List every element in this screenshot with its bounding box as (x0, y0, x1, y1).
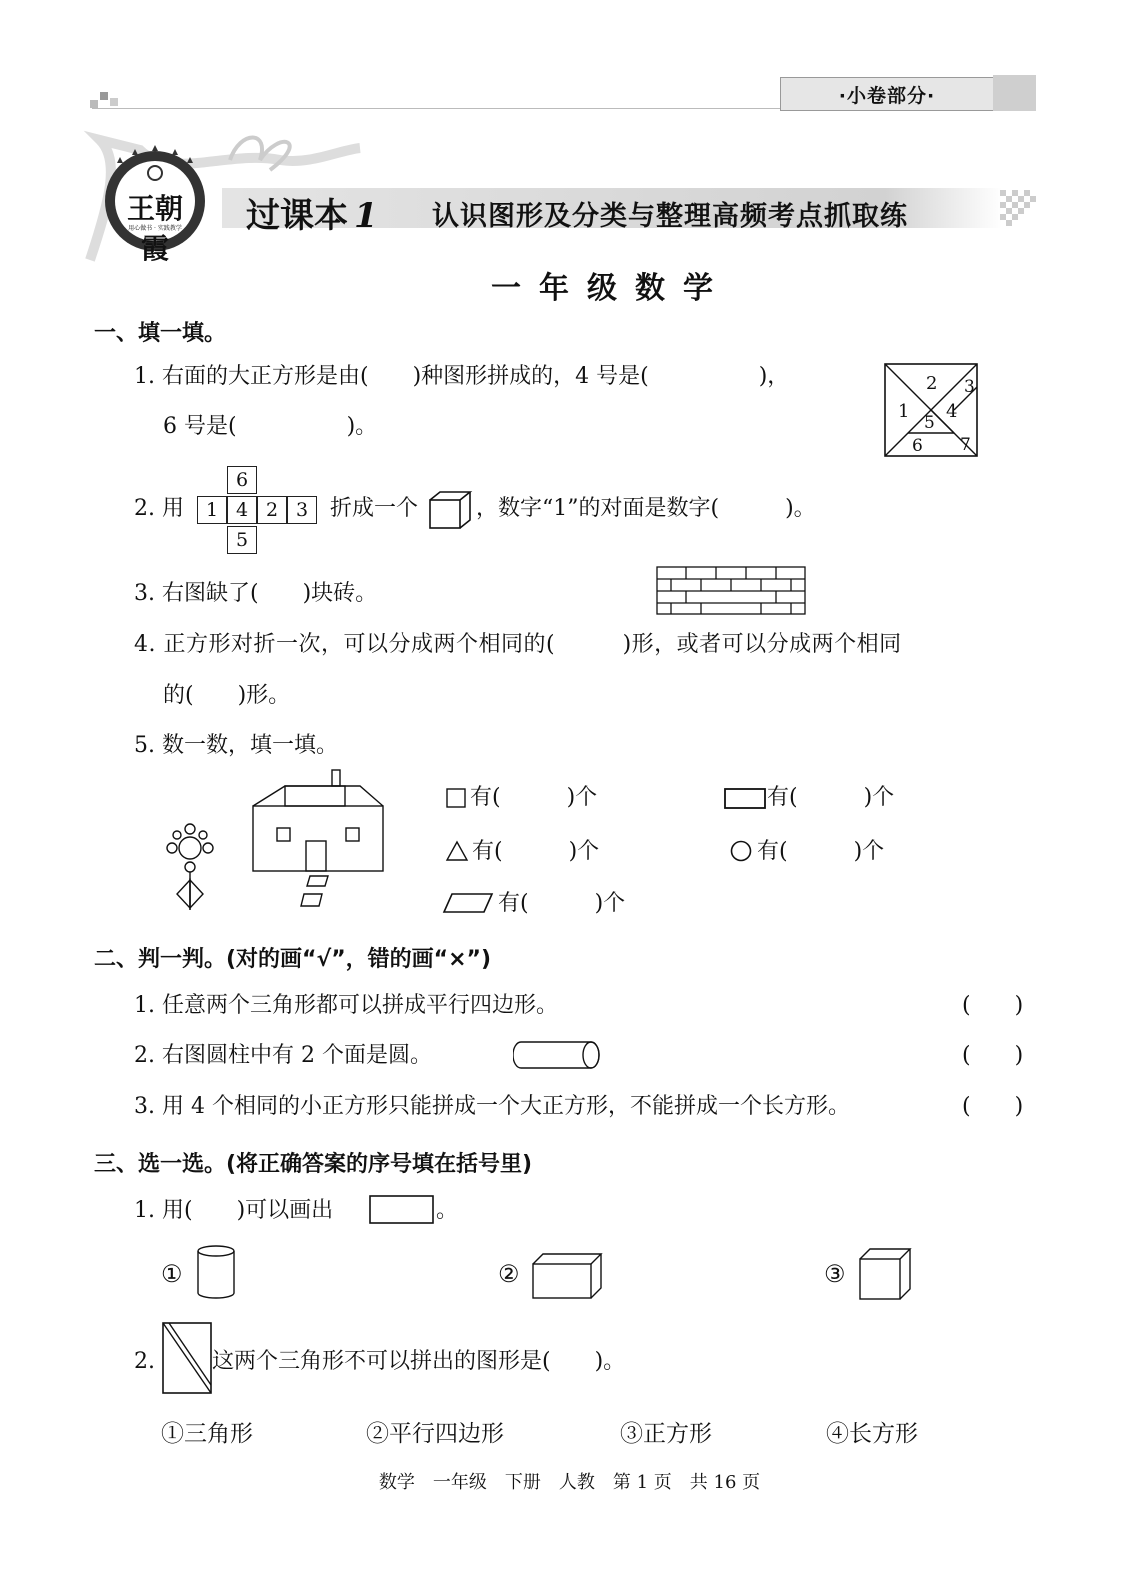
s2-q2-answer: ( ) (962, 1043, 1024, 1068)
s2-q1-answer: ( ) (962, 993, 1024, 1018)
s3-q2-option4: ④长方形 (826, 1421, 918, 1447)
s3-q2-option2: ②平行四边形 (366, 1421, 504, 1447)
lesson-label (246, 188, 378, 237)
lesson-label-text: 过课本 (246, 196, 348, 236)
s1-q4-line1: 4. 正方形对折一次，可以分成两个相同的( )形，或者可以分成两个相同 (134, 632, 902, 657)
s3-q1-prefix: 1. 用( )可以画出 (134, 1198, 334, 1223)
lesson-title: 认识图形及分类与整理高频考点抓取练 (432, 201, 908, 232)
logo-brand-text: 王朝霞 (126, 192, 183, 265)
tangram-label-2: 2 (926, 373, 938, 394)
cube-option-icon (858, 1247, 914, 1301)
subject-title: 一年级数学 (491, 271, 731, 306)
s1-q3: 3. 右图缺了( )块砖。 (134, 581, 378, 606)
lesson-number: 1 (354, 196, 378, 236)
s2-q3: 3. 用 4 个相同的小正方形只能拼成一个大正方形，不能拼成一个长方形。 (134, 1094, 850, 1119)
tangram-label-7: 7 (960, 435, 971, 455)
corner-decoration (90, 92, 120, 108)
cylinder-option-icon (196, 1244, 238, 1300)
net-cell-1: 1 (197, 496, 227, 524)
triangle-icon (445, 840, 469, 862)
checker-decoration (1000, 190, 1040, 228)
s1-q1-line1: 1. 右面的大正方形是由( )种图形拼成的，4 号是( )， (134, 364, 790, 389)
net-cell-2: 2 (257, 496, 287, 524)
s3-q2-prefix: 2. (134, 1349, 155, 1374)
page-footer: 数学 一年级 下册 人教 第 1 页 共 16 页 (378, 1472, 761, 1493)
publisher-logo (100, 143, 210, 265)
tangram-figure (884, 363, 978, 457)
s1-q5: 5. 数一数，填一填。 (134, 733, 338, 758)
net-cell-3: 3 (287, 496, 317, 524)
s3-q1-suffix: 。 (436, 1198, 459, 1223)
parallelogram-icon (442, 892, 494, 914)
rectangle-icon (724, 788, 766, 810)
section1-heading: 一、填一填。 (94, 321, 227, 346)
section2-heading: 二、判一判。(对的画“√”，错的画“×”) (94, 947, 492, 972)
s1-q2-prefix: 2. 用 (134, 496, 184, 521)
cylinder-figure (513, 1040, 601, 1070)
house-and-flower-figure (165, 768, 395, 913)
small-square-icon (446, 788, 466, 808)
count-rectangle: 有( )个 (767, 785, 895, 810)
net-cell-6: 6 (227, 466, 257, 494)
tangram-label-4: 4 (946, 401, 958, 422)
s3-q2-option3: ③正方形 (620, 1421, 712, 1447)
s3-q1-option3-label: ③ (824, 1260, 846, 1288)
section-tag: ·小卷部分· (780, 77, 994, 111)
cube-icon (428, 490, 474, 530)
count-circle: 有( )个 (757, 839, 885, 864)
two-triangles-figure (161, 1321, 213, 1395)
s1-q1-line2: 6 号是( )。 (163, 414, 378, 439)
brick-wall-figure (656, 566, 808, 616)
s2-q2: 2. 右图圆柱中有 2 个面是圆。 (134, 1043, 432, 1068)
s1-q4-line2: 的( )形。 (163, 683, 291, 708)
circle-icon (730, 840, 754, 862)
section-tag-bar (993, 75, 1036, 111)
count-parallelogram: 有( )个 (498, 891, 626, 916)
target-rectangle-icon (369, 1195, 435, 1225)
net-cell-4: 4 (227, 496, 257, 524)
s1-q2-suffix: ，数字“1”的对面是数字( )。 (476, 496, 816, 521)
s2-q3-answer: ( ) (962, 1094, 1024, 1119)
tangram-label-6: 6 (912, 436, 923, 456)
count-triangle: 有( )个 (472, 839, 600, 864)
s3-q1-option1-label: ① (161, 1260, 183, 1288)
tangram-label-5: 5 (924, 413, 935, 433)
tangram-label-1: 1 (898, 401, 910, 422)
s3-q1-option2-label: ② (498, 1260, 520, 1288)
s1-q2-middle: 折成一个 (330, 496, 419, 521)
s3-q2-text: 这两个三角形不可以拼出的图形是( )。 (212, 1349, 626, 1374)
count-square: 有( )个 (470, 785, 598, 810)
net-cell-5: 5 (227, 526, 257, 554)
s2-q1: 1. 任意两个三角形都可以拼成平行四边形。 (134, 993, 558, 1018)
s3-q2-option1: ①三角形 (161, 1421, 253, 1447)
section3-heading: 三、选一选。(将正确答案的序号填在括号里) (94, 1152, 533, 1177)
logo-slogan-text: 用心做书 · 实践教学 (128, 225, 182, 232)
cuboid-option-icon (531, 1252, 603, 1300)
tangram-label-3: 3 (964, 377, 975, 397)
cube-net (197, 466, 319, 554)
